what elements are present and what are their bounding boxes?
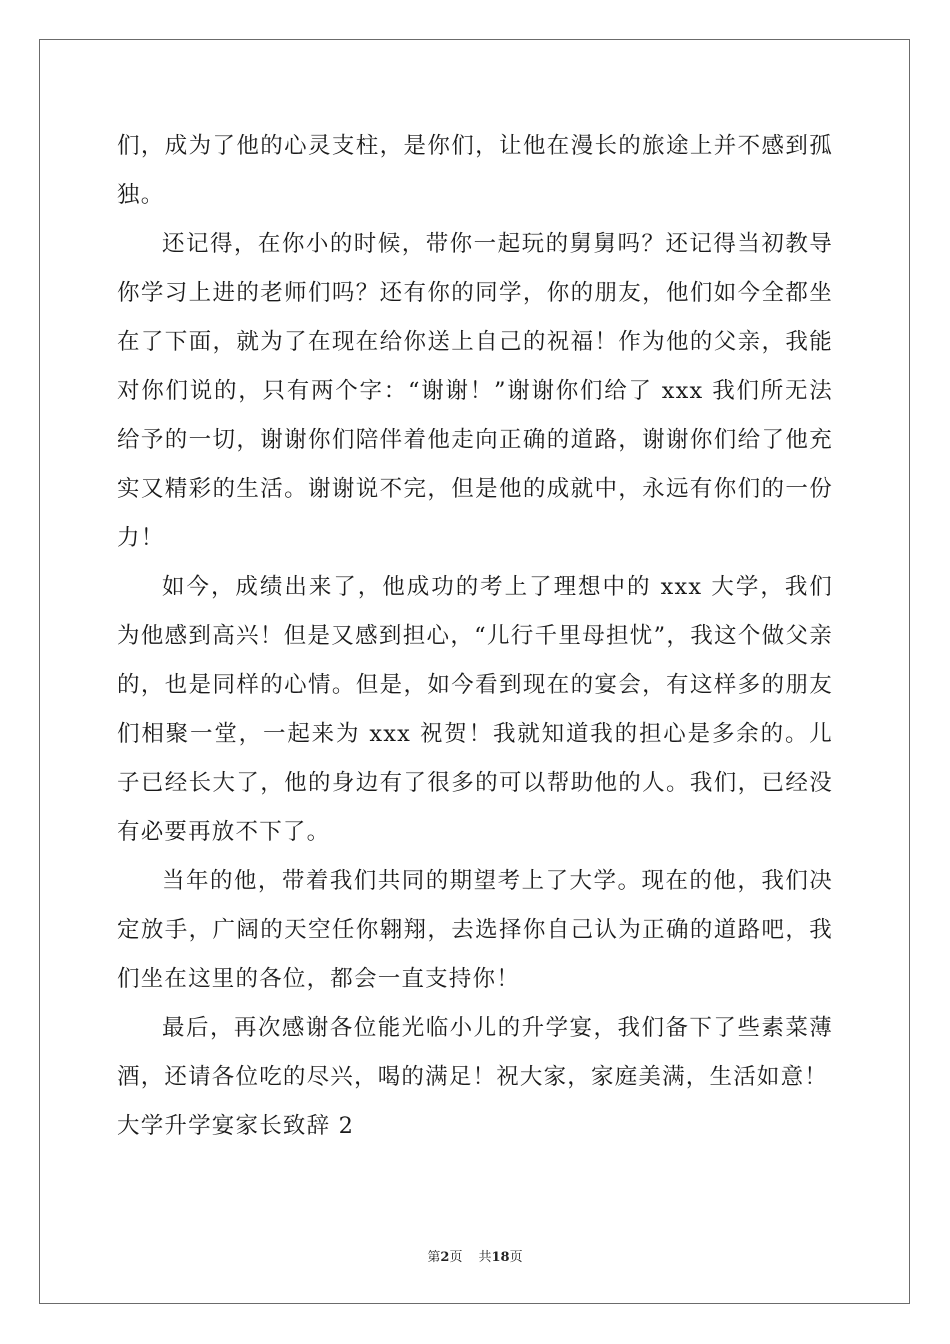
- section-heading: 大学升学宴家长致辞 2: [117, 1113, 355, 1139]
- current-page-number: 2: [440, 1250, 450, 1265]
- document-body: [117, 122, 833, 1151]
- page-footer: [0, 1246, 950, 1265]
- paragraph-4: 当年的他，带着我们共同的期望考上了大学。现在的他，我们决定放手，广阔的天空任你翱翔，去选择你自己认为正确的道路吧，我们坐在这里的各位，都会一直支持你！: [117, 868, 833, 992]
- total-unit: 页: [509, 1250, 523, 1265]
- paragraph-2: 还记得，在你小的时候，带你一起玩的舅舅吗？还记得当初教导你学习上进的老师们吗？还有你的同学，你的朋友，他们如今全都坐在了下面，就为了在现在给你送上自己的祝福！作为他的父亲，我能对你们说的，只有两个字：“谢谢！”谢谢你们给了 xxx 我们所无法给予的一切，谢谢你们陪伴着他走向正确的道路，谢谢你们给了他充实又精彩的生活。谢谢说不完，但是他的成就中，永远有你们的一份力！: [117, 231, 833, 551]
- paragraph-5: 最后，再次感谢各位能光临小儿的升学宴，我们备下了些素菜薄酒，还请各位吃的尽兴，喝的满足！祝大家，家庭美满，生活如意！: [117, 1015, 833, 1090]
- total-page-count: 18: [491, 1250, 510, 1265]
- page-unit: 页: [449, 1250, 463, 1265]
- page-prefix: 第: [427, 1250, 441, 1265]
- paragraph-3: 如今，成绩出来了，他成功的考上了理想中的 xxx 大学，我们为他感到高兴！但是又感到担心，“儿行千里母担忧”，我这个做父亲的，也是同样的心情。但是，如今看到现在的宴会，有这样多的朋友们相聚一堂，一起来为 xxx 祝贺！我就知道我的担心是多余的。儿子已经长大了，他的身边有了很多的可以帮助他的人。我们，已经没有必要再放不下了。: [117, 574, 833, 845]
- paragraph-1: 们，成为了他的心灵支柱，是你们，让他在漫长的旅途上并不感到孤独。: [117, 133, 833, 208]
- total-prefix: 共: [478, 1250, 492, 1265]
